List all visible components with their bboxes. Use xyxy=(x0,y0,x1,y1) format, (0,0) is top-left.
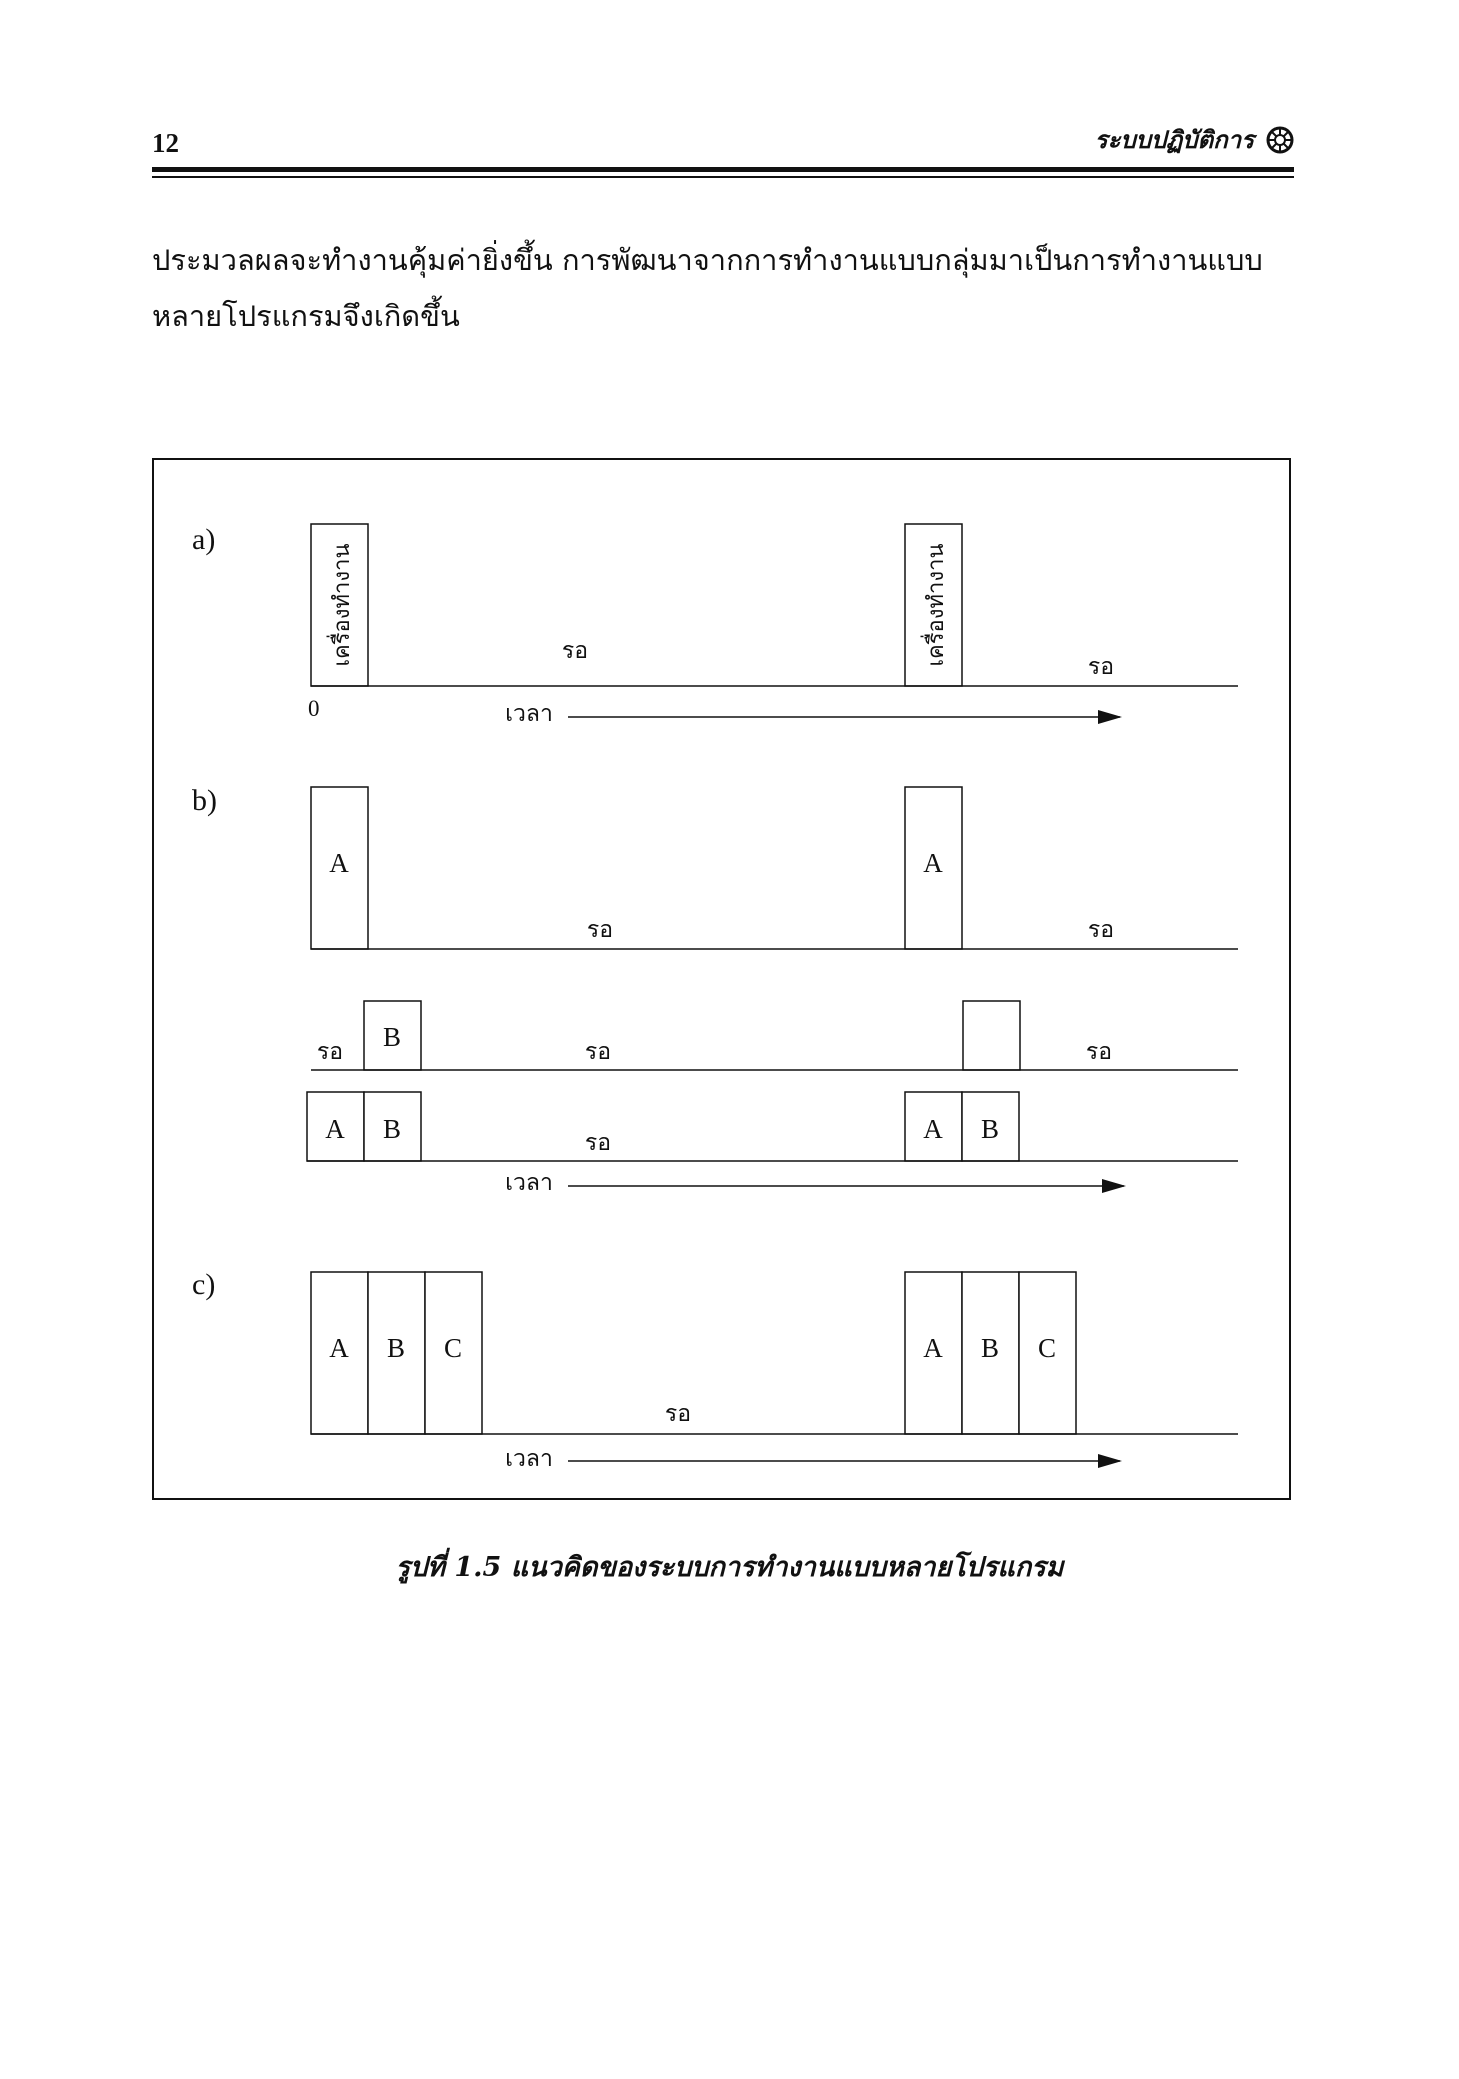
running-title: ระบบปฏิบัติการ xyxy=(1094,125,1254,154)
job-a-label-1: A xyxy=(329,848,349,878)
wait-label-b1: รอ xyxy=(586,917,614,943)
job-b-label-4: B xyxy=(980,1114,1000,1144)
time-label-a: เวลา xyxy=(505,701,553,727)
origin-label: 0 xyxy=(308,696,320,721)
job-c-label-2: C xyxy=(1037,1333,1057,1363)
job-a-label-6: A xyxy=(923,1333,943,1363)
wait-label-b3: รอ xyxy=(316,1039,344,1065)
job-b-label-5: B xyxy=(386,1333,406,1363)
time-label-c: เวลา xyxy=(505,1446,553,1472)
job-c-label-1: C xyxy=(443,1333,463,1363)
body-paragraph: ประมวลผลจะทำงานคุ้มค่ายิ่งขึ้น การพัฒนาจากการทำงานแบบกลุ่มมาเป็นการทำงานแบบหลายโปรแกรมจึงเกิดขึ้น xyxy=(152,243,1263,333)
job-a-label-5: A xyxy=(329,1333,349,1363)
job-b-box-2 xyxy=(963,1001,1020,1070)
wait-label-b6: รอ xyxy=(584,1130,612,1156)
job-b-label-1: B xyxy=(382,1022,402,1052)
part-b-label: b) xyxy=(192,784,217,817)
header-rule-thick xyxy=(152,167,1294,172)
wait-label-a2: รอ xyxy=(1087,654,1115,680)
job-a-label-2: A xyxy=(923,848,943,878)
run-label-1: เครื่องทำงาน xyxy=(330,543,355,667)
job-b-label-6: B xyxy=(980,1333,1000,1363)
wait-label-b4: รอ xyxy=(584,1039,612,1065)
multiprogramming-diagram xyxy=(154,460,1289,1498)
time-label-b: เวลา xyxy=(505,1170,553,1196)
figure-caption: รูปที่ 1.5 แนวคิดของระบบการทำงานแบบหลายโปรแกรม xyxy=(395,1552,1064,1583)
wait-label-c: รอ xyxy=(664,1401,692,1427)
running-header xyxy=(1095,120,1294,159)
flower-gear-icon xyxy=(1266,126,1294,154)
job-a-label-3: A xyxy=(325,1114,345,1144)
job-b-label-3: B xyxy=(382,1114,402,1144)
part-c-label: c) xyxy=(192,1268,216,1301)
job-a-label-4: A xyxy=(923,1114,943,1144)
wait-label-b5: รอ xyxy=(1085,1039,1113,1065)
part-a-label: a) xyxy=(192,523,216,556)
page-number: 12 xyxy=(152,128,179,158)
figure-frame xyxy=(152,458,1291,1500)
wait-label-b2: รอ xyxy=(1087,917,1115,943)
run-label-2: เครื่องทำงาน xyxy=(924,543,949,667)
wait-label-a1: รอ xyxy=(561,638,589,664)
header-rule-thin xyxy=(152,176,1294,178)
